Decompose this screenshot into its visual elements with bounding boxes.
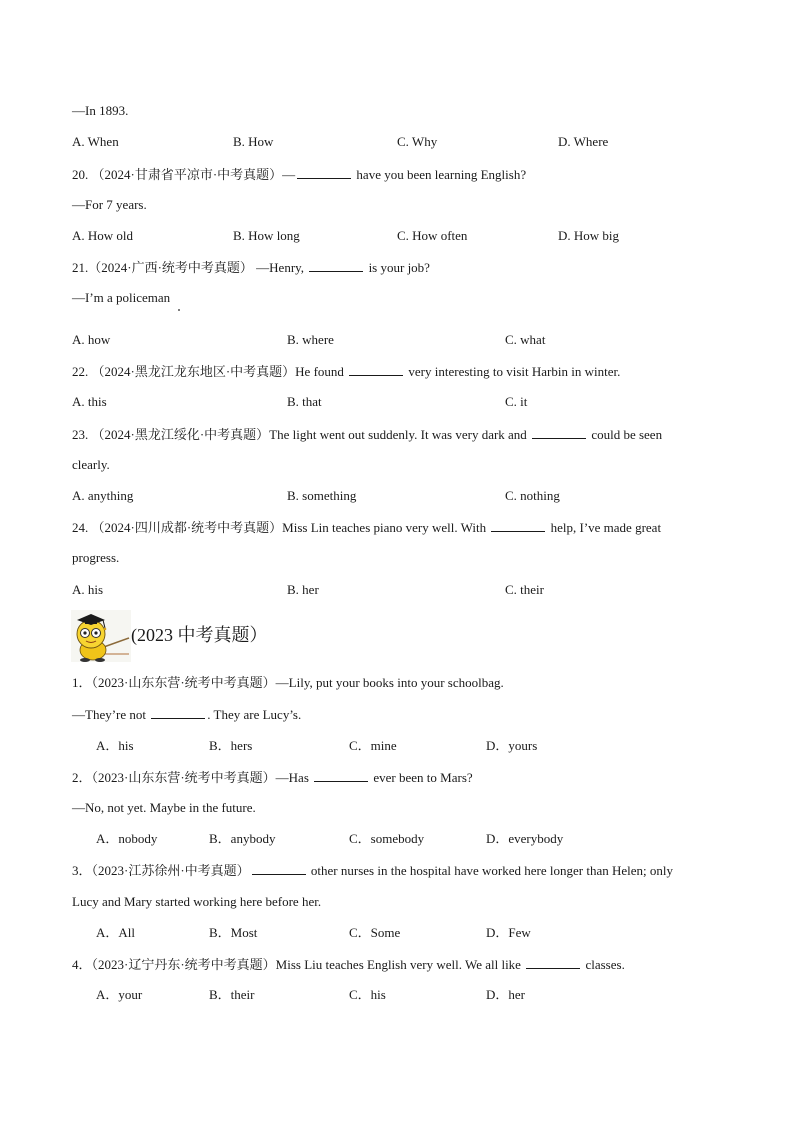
option-a: A．your: [96, 987, 143, 1002]
answer-line: —No, not yet. Maybe in the future.: [72, 800, 256, 815]
question-3: [72, 862, 673, 879]
question-text: 20. （2024·甘肃省平凉市·中考真题）—: [72, 167, 296, 182]
option-b: B. How: [233, 134, 274, 149]
question-text-tail: other nurses in the hospital have worked here longer than Helen; only: [307, 863, 674, 878]
question-text: 24. （2024·四川成都·统考中考真题）Miss Lin teaches piano very well. With: [72, 520, 490, 535]
question-text: 22. （2024·黑龙江龙东地区·中考真题）He found: [72, 364, 348, 379]
option-a: A. this: [72, 394, 107, 409]
question-text-tail: ever been to Mars?: [370, 770, 473, 785]
option-a: A. anything: [72, 488, 134, 503]
question-21: [72, 259, 430, 276]
option-b: B. something: [287, 488, 357, 503]
option-c: C. what: [505, 332, 546, 347]
answer-line: [72, 706, 301, 723]
question-text-tail: have you been learning English?: [353, 167, 527, 182]
answer-blank: [309, 259, 363, 272]
option-c: C．somebody: [349, 831, 425, 846]
option-b: B．anybody: [209, 831, 276, 846]
answer-blank: [297, 166, 351, 179]
option-d: D．yours: [486, 738, 538, 753]
question-2: [72, 769, 473, 786]
option-c: C. Why: [397, 134, 438, 149]
answer-blank: [532, 426, 586, 439]
answer-blank: [491, 519, 545, 532]
option-c: C．Some: [349, 925, 401, 940]
question-text: 4．（2023·辽宁丹东·统考中考真题）Miss Liu teaches English very well. We all like: [72, 957, 525, 972]
answer-line: —In 1893.: [72, 103, 129, 118]
option-c: C. How often: [397, 228, 468, 243]
section-title: (2023 中考真题）: [131, 625, 268, 645]
option-b: B. How long: [233, 228, 300, 243]
option-b: B．Most: [209, 925, 258, 940]
option-c: C. their: [505, 582, 544, 597]
answer-text-tail: . They are Lucy’s.: [207, 707, 302, 722]
question-23: [72, 426, 662, 443]
option-a: A. how: [72, 332, 111, 347]
question-text: 3．（2023·江苏徐州·中考真题）: [72, 863, 250, 878]
option-d: D．everybody: [486, 831, 564, 846]
answer-blank: [151, 706, 205, 719]
question-text-tail: could be seen: [588, 427, 663, 442]
option-d: D. How big: [558, 228, 620, 243]
option-c: C．his: [349, 987, 386, 1002]
option-d: D. Where: [558, 134, 609, 149]
graduate-mascot-icon: [71, 610, 131, 662]
question-text: 2．（2023·山东东营·统考中考真题）—Has: [72, 770, 313, 785]
question-text: 21.（2024·广西·统考中考真题） —Henry,: [72, 260, 308, 275]
option-a: A．nobody: [96, 831, 158, 846]
option-a: A. his: [72, 582, 104, 597]
option-a: A. How old: [72, 228, 134, 243]
answer-text: —They’re not: [72, 707, 150, 722]
question-4: [72, 956, 625, 973]
answer-blank: [314, 769, 368, 782]
option-b: B. that: [287, 394, 322, 409]
option-b: B. where: [287, 332, 334, 347]
answer-line: —I’m a policeman: [72, 290, 171, 305]
question-text-tail: is your job?: [365, 260, 430, 275]
option-d: D．Few: [486, 925, 531, 940]
question-continuation: clearly.: [72, 457, 110, 472]
question-text-tail: help, I’ve made great: [547, 520, 662, 535]
answer-blank: [526, 956, 580, 969]
option-a: A．All: [96, 925, 136, 940]
question-continuation: Lucy and Mary started working here before her.: [72, 894, 322, 909]
option-d: D．her: [486, 987, 525, 1002]
option-b: B．their: [209, 987, 255, 1002]
option-c: C. it: [505, 394, 528, 409]
option-c: C. nothing: [505, 488, 560, 503]
question-24: [72, 519, 661, 536]
option-b: B．hers: [209, 738, 253, 753]
option-a: A．his: [96, 738, 134, 753]
question-text: 23. （2024·黑龙江绥化·中考真题）The light went out suddenly. It was very dark and: [72, 427, 531, 442]
option-b: B. her: [287, 582, 319, 597]
question-continuation: progress.: [72, 550, 120, 565]
question-22: [72, 363, 620, 380]
answer-line: —For 7 years.: [72, 197, 147, 212]
question-20: [72, 166, 526, 183]
stray-mark: [178, 309, 180, 311]
question-1: 1．（2023·山东东营·统考中考真题）—Lily, put your books into your schoolbag.: [72, 675, 504, 690]
answer-blank: [252, 862, 306, 875]
option-a: A. When: [72, 134, 119, 149]
question-text-tail: classes.: [582, 957, 625, 972]
answer-blank: [349, 363, 403, 376]
option-c: C．mine: [349, 738, 397, 753]
question-text-tail: very interesting to visit Harbin in winter.: [405, 364, 621, 379]
